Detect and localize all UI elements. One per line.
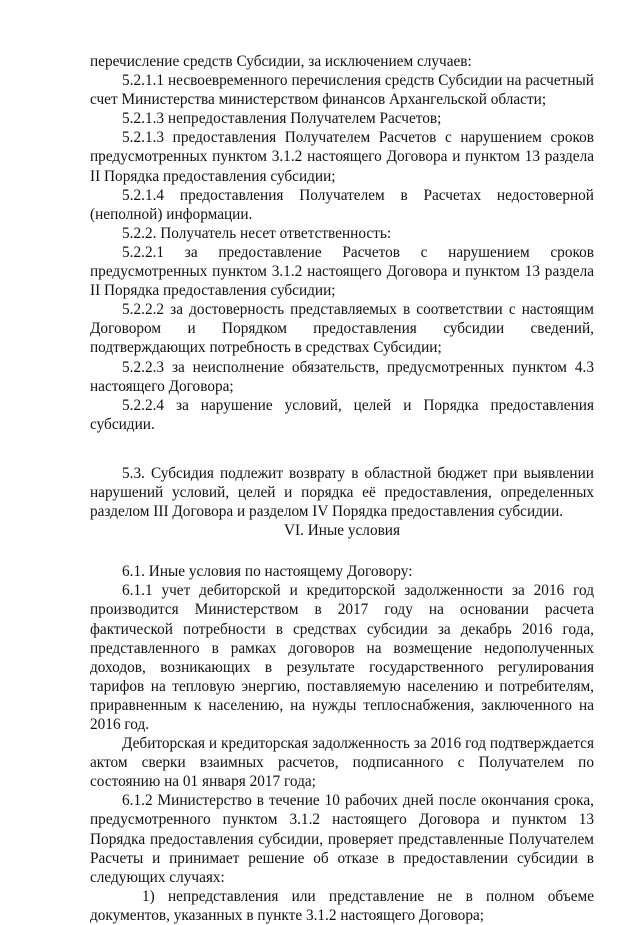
paragraph: 5.2.1.3 непредоставления Получателем Расчетов;: [122, 110, 442, 128]
paragraph: 5.2.1.3 предоставления Получателем Расчетов с нарушением сроков предусмотренных пунктом 3.1.2 настоящего Договора и пунктом 13 раздела II Порядка предоставления субсидии;: [90, 129, 594, 185]
paragraph: Дебиторская и кредиторская задолженность за 2016 год подтверждается актом сверки взаимных расчетов, подписанного с Получателем по состоянию на 01 января 2017 года;: [90, 735, 594, 791]
paragraph: 5.2.2.1 за предоставление Расчетов с нарушением сроков предусмотренных пунктом 3.1.2 настоящего Договора и пунктом 13 раздела II Порядка предоставления субсидии;: [90, 243, 594, 300]
paragraph: 5.2.2.2 за достоверность представляемых в соответствии с настоящим Договором и Порядком предоставления субсидии сведений, подтверждающих потребность в средствах Субсидии;: [90, 301, 594, 357]
paragraph: 6.1.2 Министерство в течение 10 рабочих дней после окончания срока, предусмотренного пунктом 3.1.2 настоящего Договора и пунктом 13 Порядка предоставления субсидии, проверяет представленные Получателем Расчеты и принимает решение об отказе в предоставлении субсидии в следующих случаях:: [90, 792, 594, 886]
paragraph: 5.2.2.3 за неисполнение обязательств, предусмотренных пунктом 4.3 настоящего Договора;: [90, 358, 594, 395]
paragraph-5-3: 5.3. Субсидия подлежит возврату в областной бюджет при выявлении нарушений условий, целей и порядка её предоставления, определенных разделом III Договора и разделом IV Порядка предоставления субсидии.: [90, 464, 594, 521]
paragraph: 5.2.1.1 несвоевременного перечисления средств Субсидии на расчетный счет Министерства министерством финансов Архангельской области;: [90, 72, 594, 109]
paragraph: 5.2.2.4 за нарушение условий, целей и Порядка предоставления субсидии.: [90, 396, 594, 433]
paragraph: 5.2.1.4 предоставления Получателем в Расчетах недостоверной (неполной) информации.: [90, 186, 594, 223]
paragraph: 6.1.1 учет дебиторской и кредиторской задолженности за 2016 год производится Министерством в 2017 году на основании расчета фактической потребности в средствах субсидии за декабрь 2016 года, представленного в рамках договоров на возмещение недополученных доходов, возникающих в результате государственного регулирования тарифов на тепловую энергию, поставляемую населению и потребителям, приравненным к населению, на нужды теплоснабжения, заключенного на 2016 год.: [90, 582, 594, 733]
paragraph: 5.2.2. Получатель несет ответственность:: [122, 224, 392, 242]
paragraph: перечисление средств Субсидии, за исключением случаев:: [90, 53, 472, 70]
list-item: 1) непредставления или представление не в полном объеме документов, указанных в пункте 3.1.2 настоящего Договора;: [90, 887, 594, 924]
paragraph: 6.1. Иные условия по настоящему Договору:: [122, 563, 413, 581]
section-heading: VI. Иные условия: [283, 522, 401, 540]
